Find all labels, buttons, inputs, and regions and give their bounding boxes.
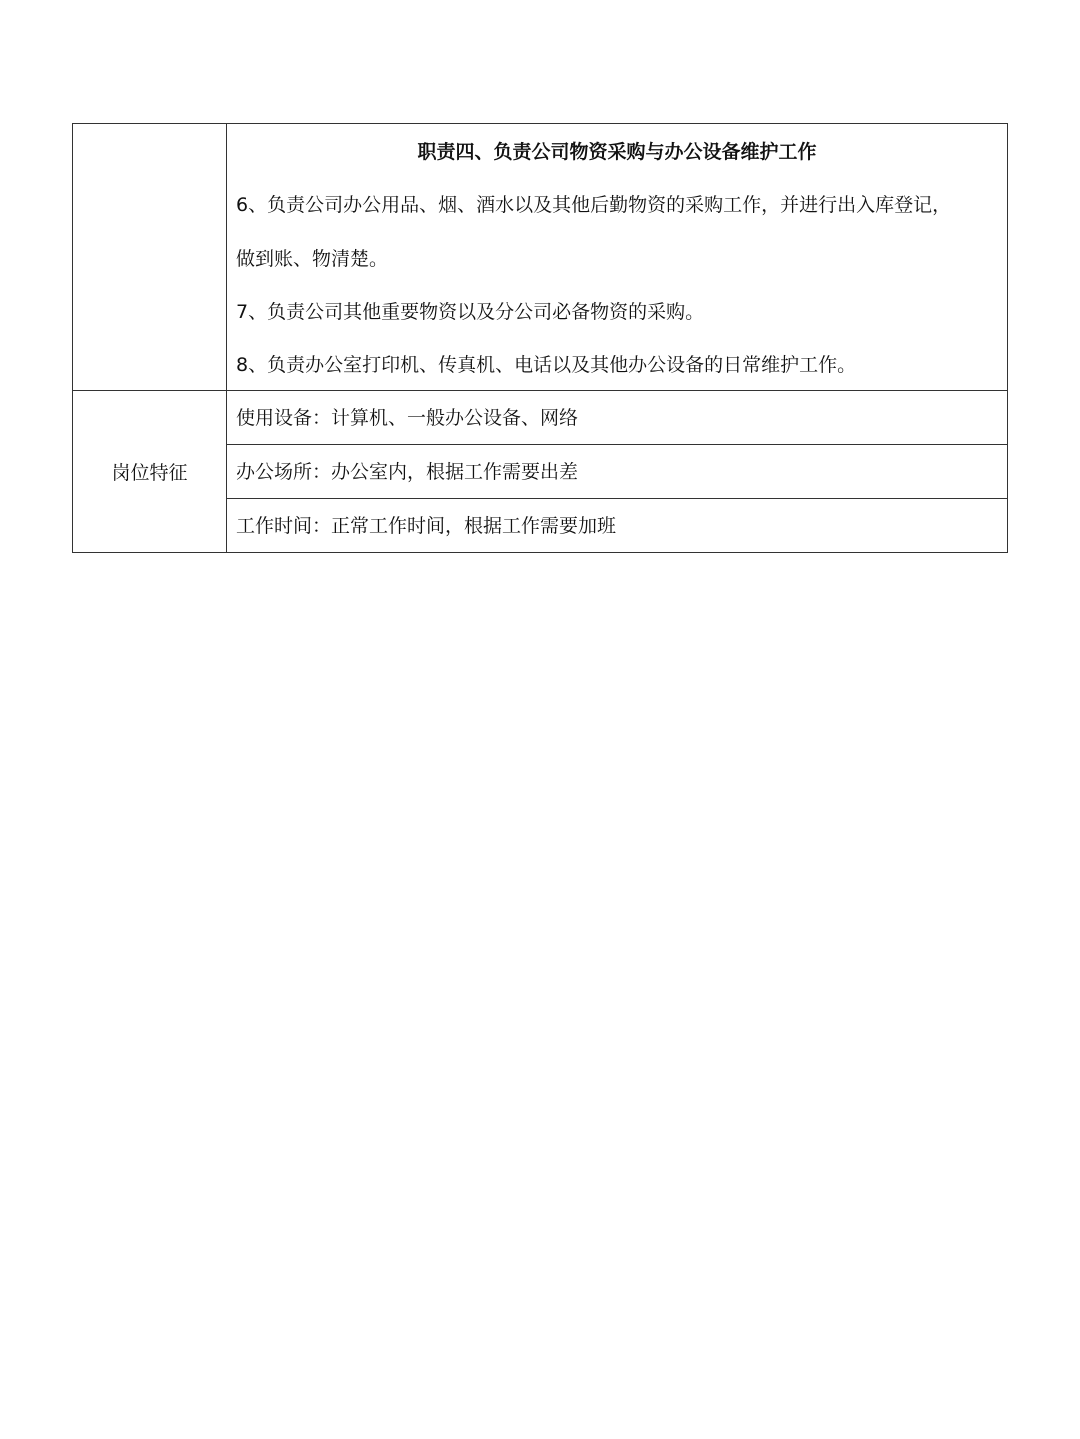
duty-label-cell (73, 124, 227, 391)
duty-line-7: 7、负责公司其他重要物资以及分公司必备物资的采购。 (236, 301, 705, 323)
duty-line-6: 6、负责公司办公用品、烟、酒水以及其他后勤物资的采购工作，并进行出入库登记， (236, 194, 952, 216)
feature-equipment: 使用设备：计算机、一般办公设备、网络 (227, 391, 1008, 445)
duty-line-6-continued: 做到账、物清楚。 (236, 248, 389, 270)
duty-line-8: 8、负责办公室打印机、传真机、电话以及其他办公设备的日常维护工作。 (236, 354, 857, 376)
feature-label-cell (73, 391, 227, 553)
feature-row-equipment (73, 391, 1008, 445)
duty-title: 职责四、负责公司物资采购与办公设备维护工作 (417, 141, 817, 163)
duty-content-cell (227, 124, 1008, 391)
job-description-table (72, 123, 1008, 553)
feature-location: 办公场所：办公室内，根据工作需要出差 (227, 445, 1008, 499)
feature-hours: 工作时间：正常工作时间，根据工作需要加班 (227, 499, 1008, 553)
feature-label: 岗位特征 (111, 462, 188, 484)
duty-row (73, 124, 1008, 391)
